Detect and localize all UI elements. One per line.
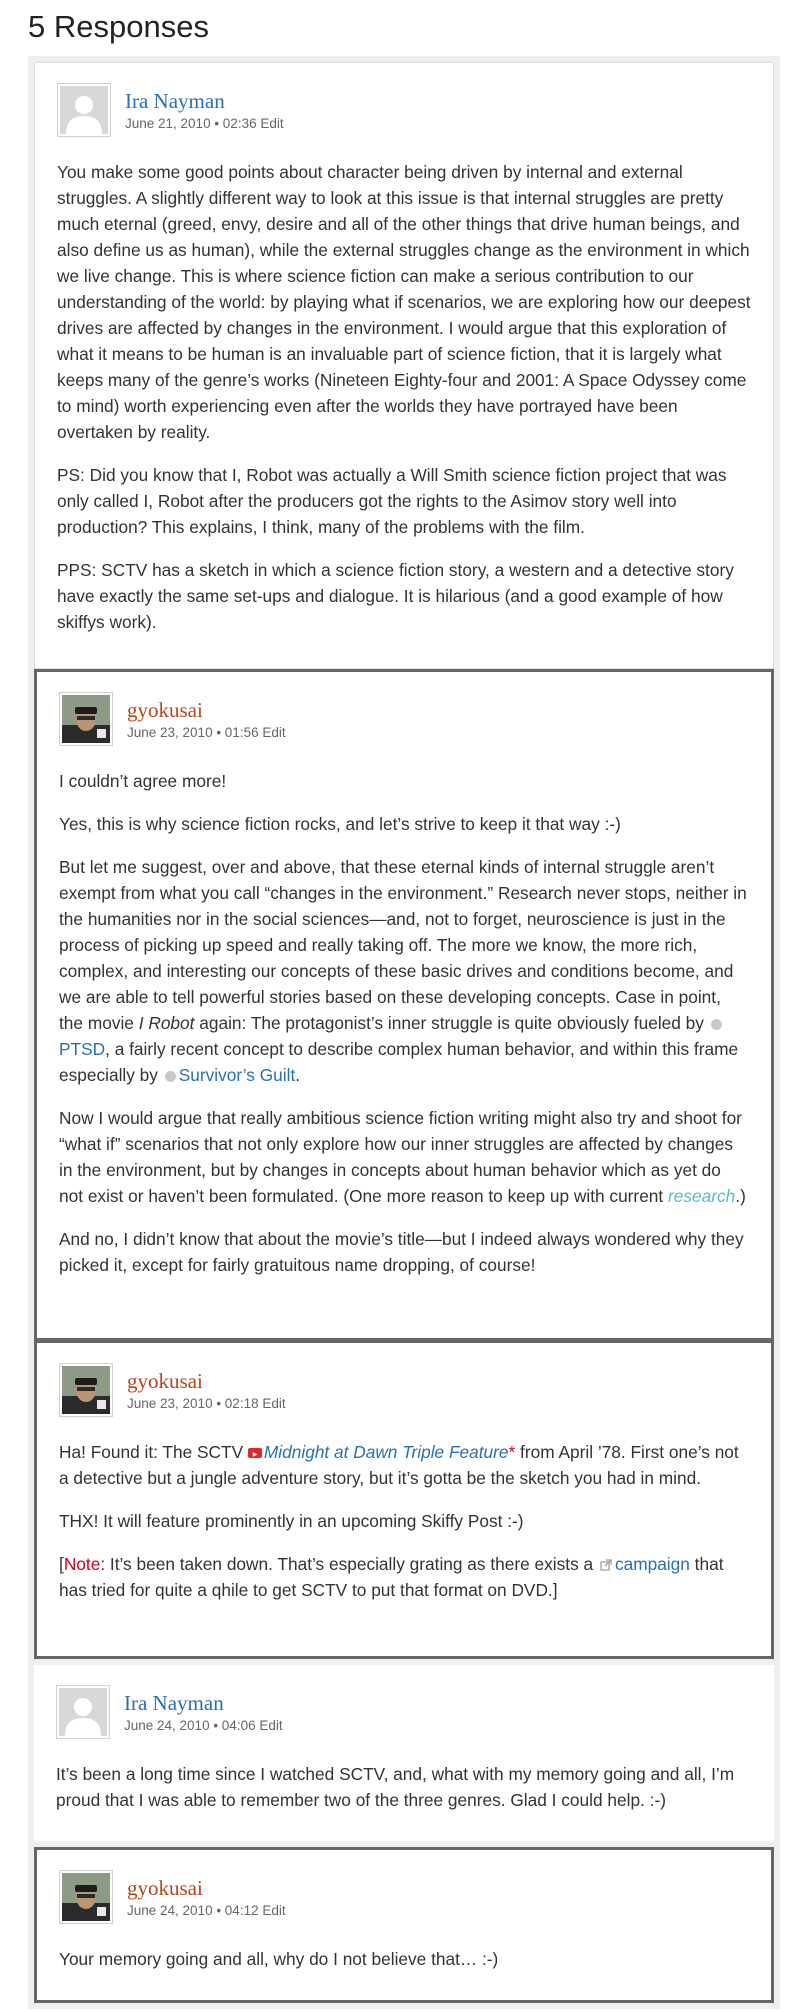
movie-title: I Robot bbox=[138, 1013, 195, 1033]
comment-header bbox=[59, 692, 749, 758]
comment-5 bbox=[34, 1847, 774, 2003]
comment-3 bbox=[34, 1341, 774, 1659]
comment-meta bbox=[127, 1363, 286, 1413]
comment-paragraph bbox=[59, 1439, 749, 1491]
gyokusai-avatar-icon bbox=[62, 1366, 110, 1414]
date-text[interactable]: June 21, 2010 • 02:36 bbox=[125, 116, 257, 131]
text: Ha! Found it: The SCTV bbox=[59, 1442, 248, 1462]
edit-link[interactable]: Edit bbox=[259, 1718, 283, 1733]
comment-thread bbox=[28, 56, 780, 2009]
text: , a fairly recent concept to describe complex human behavior, and within this frame especially by bbox=[59, 1039, 739, 1085]
author-name[interactable]: gyokusai bbox=[127, 698, 203, 722]
comment-paragraph: I couldn’t agree more! bbox=[59, 771, 227, 791]
svg-text:▶: ▶ bbox=[252, 1451, 258, 1458]
comment-paragraph: PS: Did you know that I, Robot was actually a Will Smith science fiction project that was only called I, Robot after the producers got the rights to the Asimov story well into production? This explains, I think, many of the problems with the film. bbox=[57, 465, 727, 537]
comment-paragraph: THX! It will feature prominently in an upcoming Skiffy Post :-) bbox=[59, 1511, 524, 1531]
date-text[interactable]: June 23, 2010 • 01:56 bbox=[127, 725, 259, 740]
default-avatar-icon bbox=[59, 1688, 107, 1736]
comment-meta bbox=[127, 1870, 286, 1920]
comment-header bbox=[56, 1685, 752, 1751]
edit-link[interactable]: Edit bbox=[260, 116, 284, 131]
note-label: Note bbox=[63, 1554, 101, 1574]
date-text[interactable]: June 24, 2010 • 04:12 bbox=[127, 1903, 259, 1918]
date-text[interactable]: June 23, 2010 • 02:18 bbox=[127, 1396, 259, 1411]
comment-date bbox=[127, 1395, 286, 1413]
comment-header bbox=[59, 1363, 749, 1429]
gyokusai-avatar-icon bbox=[62, 695, 110, 743]
research-link[interactable]: research bbox=[668, 1186, 736, 1206]
avatar[interactable] bbox=[57, 83, 111, 137]
comment-date bbox=[125, 115, 284, 133]
comment-paragraph bbox=[59, 1551, 749, 1603]
text: . bbox=[295, 1065, 301, 1085]
comment-paragraph bbox=[59, 854, 749, 1088]
comment-4 bbox=[34, 1665, 774, 1841]
text: from April ’78. First one’s not a detective but a jungle adventure story, but it’s gotta be the sketch you had in mind. bbox=[59, 1442, 739, 1488]
comment-date bbox=[124, 1717, 283, 1735]
comment-paragraph: And no, I didn’t know that about the movie’s title—but I indeed always wondered why they picked it, except for fairly gratuitous name dropping, of course! bbox=[59, 1229, 744, 1275]
text: again: The protagonist’s inner struggle is quite obviously fueled by bbox=[194, 1013, 709, 1033]
comment-paragraph: PPS: SCTV has a sketch in which a science fiction story, a western and a detective story have exactly the same set-ups and dialogue. It is hilarious (and a good example of how skiffys work). bbox=[57, 560, 734, 632]
text: [ bbox=[59, 1554, 64, 1574]
youtube-icon bbox=[248, 1447, 262, 1459]
comment-paragraph: Yes, this is why science fiction rocks, and let’s strive to keep it that way :-) bbox=[59, 814, 621, 834]
comment-date bbox=[127, 724, 286, 742]
comment-2 bbox=[34, 669, 774, 1341]
text: Now I would argue that really ambitious science fiction writing might also try and shoot for “what if” scenarios that not only explore how our inner struggles are affected by changes in the environment, but by changes in concepts about human behavior which as yet do not exist or haven’t been formulated. (One more reason to keep up with current bbox=[59, 1108, 742, 1206]
comment-paragraph: It’s been a long time since I watched SCTV, and, what with my memory going and all, I’m proud that I was able to remember two of the three genres. Glad I could help. :-) bbox=[56, 1764, 735, 1810]
comment-header bbox=[57, 83, 751, 149]
external-link-icon bbox=[600, 1559, 612, 1571]
gyokusai-avatar-icon bbox=[62, 1873, 110, 1921]
date-text[interactable]: June 24, 2010 • 04:06 bbox=[124, 1718, 256, 1733]
ptsd-link[interactable]: PTSD bbox=[59, 1039, 106, 1059]
avatar[interactable] bbox=[59, 1363, 113, 1417]
asterisk: * bbox=[508, 1442, 516, 1462]
avatar[interactable] bbox=[59, 692, 113, 746]
comment-meta bbox=[124, 1685, 283, 1735]
campaign-link[interactable]: campaign bbox=[614, 1554, 690, 1574]
author-name[interactable]: gyokusai bbox=[127, 1369, 203, 1393]
text: .) bbox=[735, 1186, 746, 1206]
text: : It’s been taken down. That’s especially grating as there exists a bbox=[100, 1554, 598, 1574]
author-name[interactable]: Ira Nayman bbox=[124, 1691, 224, 1715]
edit-link[interactable]: Edit bbox=[262, 725, 286, 740]
default-avatar-icon bbox=[60, 86, 108, 134]
comment-meta bbox=[125, 83, 284, 133]
edit-link[interactable]: Edit bbox=[262, 1396, 286, 1411]
comment-header bbox=[59, 1870, 749, 1936]
comment-paragraph: Your memory going and all, why do I not believe that… :-) bbox=[59, 1949, 499, 1969]
comment-paragraph bbox=[59, 1105, 749, 1209]
text: that has tried for quite a qhile to get SCTV to put that format on DVD.] bbox=[59, 1554, 724, 1600]
survivors-guilt-link[interactable]: Survivor’s Guilt bbox=[178, 1065, 296, 1085]
author-name[interactable]: gyokusai bbox=[127, 1876, 203, 1900]
comment-meta bbox=[127, 692, 286, 742]
wiki-bullet-icon bbox=[711, 1019, 722, 1030]
comment-1 bbox=[34, 62, 774, 669]
edit-link[interactable]: Edit bbox=[262, 1903, 286, 1918]
comment-paragraph: You make some good points about character being driven by internal and external struggles. A slightly different way to look at this issue is that internal struggles are pretty much eternal (greed, envy, desire and all of the other things that drive human beings, and also define us as human), while the external struggles change as the environment in which we live change. This is where science fiction can make a serious contribution to our understanding of the world: by playing what if scenarios, we are exploring how our deepest drives are affected by changes in the environment. I would argue that this exploration of what it means to be human is an invaluable part of science fiction, that it is largely what keeps many of the genre’s works (Nineteen Eighty-four and 2001: A Space Odyssey come to mind) worth experiencing even after the worlds they have portrayed have been overtaken by reality. bbox=[57, 162, 751, 442]
avatar[interactable] bbox=[59, 1870, 113, 1924]
responses-heading: 5 Responses bbox=[28, 9, 209, 44]
author-name[interactable]: Ira Nayman bbox=[125, 89, 225, 113]
comment-date bbox=[127, 1902, 286, 1920]
midnight-at-dawn-link[interactable]: Midnight at Dawn Triple Feature bbox=[263, 1442, 509, 1462]
text: But let me suggest, over and above, that these eternal kinds of internal struggle aren’t exempt from what you call “changes in the environment.” Research never stops, neither in the humanities nor in the social sciences—and, not to forget, neuroscience is just in the process of picking up speed and really taking off. The more we know, the more rich, complex, and interesting our concepts of these basic drives and conditions become, and we are able to tell powerful stories based on these developing concepts. Case in point, the movie bbox=[59, 857, 747, 1033]
wiki-bullet-icon bbox=[165, 1071, 176, 1082]
avatar[interactable] bbox=[56, 1685, 110, 1739]
comments-section bbox=[28, 0, 780, 2009]
